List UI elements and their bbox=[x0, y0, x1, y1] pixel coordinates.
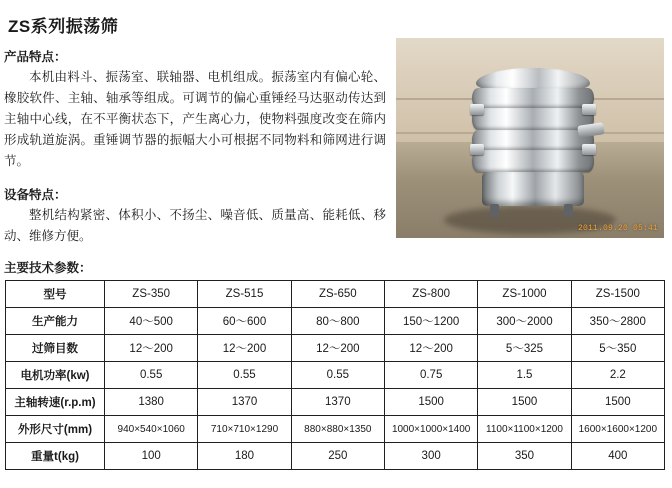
cell: 1000×1000×1400 bbox=[384, 416, 477, 443]
machine-sieve-layer-1 bbox=[472, 88, 594, 108]
machine-clamp-ring-right-upper bbox=[582, 104, 596, 115]
cell: 1100×1100×1200 bbox=[478, 416, 571, 443]
table-header-row bbox=[6, 281, 665, 308]
cell: 1500 bbox=[478, 389, 571, 416]
cell: 1380 bbox=[105, 389, 198, 416]
machine-clamp-ring-left-upper bbox=[470, 104, 484, 115]
cell: 40～500 bbox=[105, 308, 198, 335]
machine-sieve-layer-2 bbox=[472, 108, 594, 130]
table-header-cell-2: ZS-515 bbox=[198, 281, 291, 308]
cell: 150～1200 bbox=[384, 308, 477, 335]
cell: 350 bbox=[478, 443, 571, 470]
cell: 0.75 bbox=[384, 362, 477, 389]
cell: 12～200 bbox=[198, 335, 291, 362]
table-header-cell-1: ZS-350 bbox=[105, 281, 198, 308]
machine-clamp-ring-right-lower bbox=[582, 144, 596, 155]
cell: 300～2000 bbox=[478, 308, 571, 335]
table-row bbox=[6, 335, 665, 362]
photo-date-stamp: 2011.09.20 05:41 bbox=[577, 224, 658, 233]
cell: 60～600 bbox=[198, 308, 291, 335]
equipment-features-text: 整机结构紧密、体积小、不扬尘、噪音低、质量高、能耗低、移动、维修方便。 bbox=[4, 208, 386, 243]
cell: 0.55 bbox=[198, 362, 291, 389]
table-row bbox=[6, 362, 665, 389]
cell: 12～200 bbox=[291, 335, 384, 362]
cell: 1370 bbox=[291, 389, 384, 416]
row-label: 重量t(kg) bbox=[6, 443, 105, 470]
table-header-cell-3: ZS-650 bbox=[291, 281, 384, 308]
machine-sieve-layer-4 bbox=[472, 150, 594, 172]
cell: 400 bbox=[571, 443, 664, 470]
cell: 180 bbox=[198, 443, 291, 470]
cell: 250 bbox=[291, 443, 384, 470]
cell: 12～200 bbox=[105, 335, 198, 362]
cell: 0.55 bbox=[105, 362, 198, 389]
equipment-features-heading: 设备特点： bbox=[4, 188, 67, 202]
cell: 5～350 bbox=[571, 335, 664, 362]
cell: 1600×1600×1200 bbox=[571, 416, 664, 443]
cell: 5～325 bbox=[478, 335, 571, 362]
cell: 300 bbox=[384, 443, 477, 470]
cell: 1500 bbox=[571, 389, 664, 416]
vibrating-screen-machine bbox=[470, 68, 596, 218]
row-label: 生产能力 bbox=[6, 308, 105, 335]
product-photo bbox=[396, 38, 664, 238]
cell: 710×710×1290 bbox=[198, 416, 291, 443]
machine-motor-base bbox=[482, 172, 584, 206]
machine-foot-right bbox=[564, 204, 573, 217]
cell: 0.55 bbox=[291, 362, 384, 389]
product-features-text: 本机由料斗、振荡室、联轴器、电机组成。振荡室内有偏心轮、橡胶软件、主轴、轴承等组成。可调节的偏心重锤经马达驱动传达到主轴中心线，在不平衡状态下，产生离心力，使物料强度改变在筛内形成轨道旋涡。重锤调节器的振幅大小可根据不同物料和筛网进行调节。 bbox=[4, 70, 386, 168]
row-label: 外形尺寸(mm) bbox=[6, 416, 105, 443]
table-header-cell-6: ZS-1500 bbox=[571, 281, 664, 308]
cell: 1370 bbox=[198, 389, 291, 416]
table-header-cell-4: ZS-800 bbox=[384, 281, 477, 308]
machine-foot-left bbox=[490, 204, 499, 217]
cell: 12～200 bbox=[384, 335, 477, 362]
table-row bbox=[6, 389, 665, 416]
cell: 940×540×1060 bbox=[105, 416, 198, 443]
row-label: 电机功率(kw) bbox=[6, 362, 105, 389]
cell: 80～800 bbox=[291, 308, 384, 335]
row-label: 过筛目数 bbox=[6, 335, 105, 362]
page-title: ZS系列振荡筛 bbox=[8, 17, 119, 36]
table-row bbox=[6, 416, 665, 443]
cell: 100 bbox=[105, 443, 198, 470]
cell: 350～2800 bbox=[571, 308, 664, 335]
spec-table bbox=[5, 280, 665, 470]
cell: 880×880×1350 bbox=[291, 416, 384, 443]
table-row bbox=[6, 308, 665, 335]
table-header-cell-5: ZS-1000 bbox=[478, 281, 571, 308]
product-features-heading: 产品特点： bbox=[4, 50, 67, 64]
table-row bbox=[6, 443, 665, 470]
cell: 1500 bbox=[384, 389, 477, 416]
machine-sieve-layer-3 bbox=[472, 130, 594, 150]
table-header-cell-0: 型号 bbox=[6, 281, 105, 308]
cell: 1.5 bbox=[478, 362, 571, 389]
machine-clamp-ring-left-lower bbox=[470, 144, 484, 155]
cell: 2.2 bbox=[571, 362, 664, 389]
spec-table-heading: 主要技术参数： bbox=[4, 261, 92, 275]
row-label: 主轴转速(r.p.m) bbox=[6, 389, 105, 416]
